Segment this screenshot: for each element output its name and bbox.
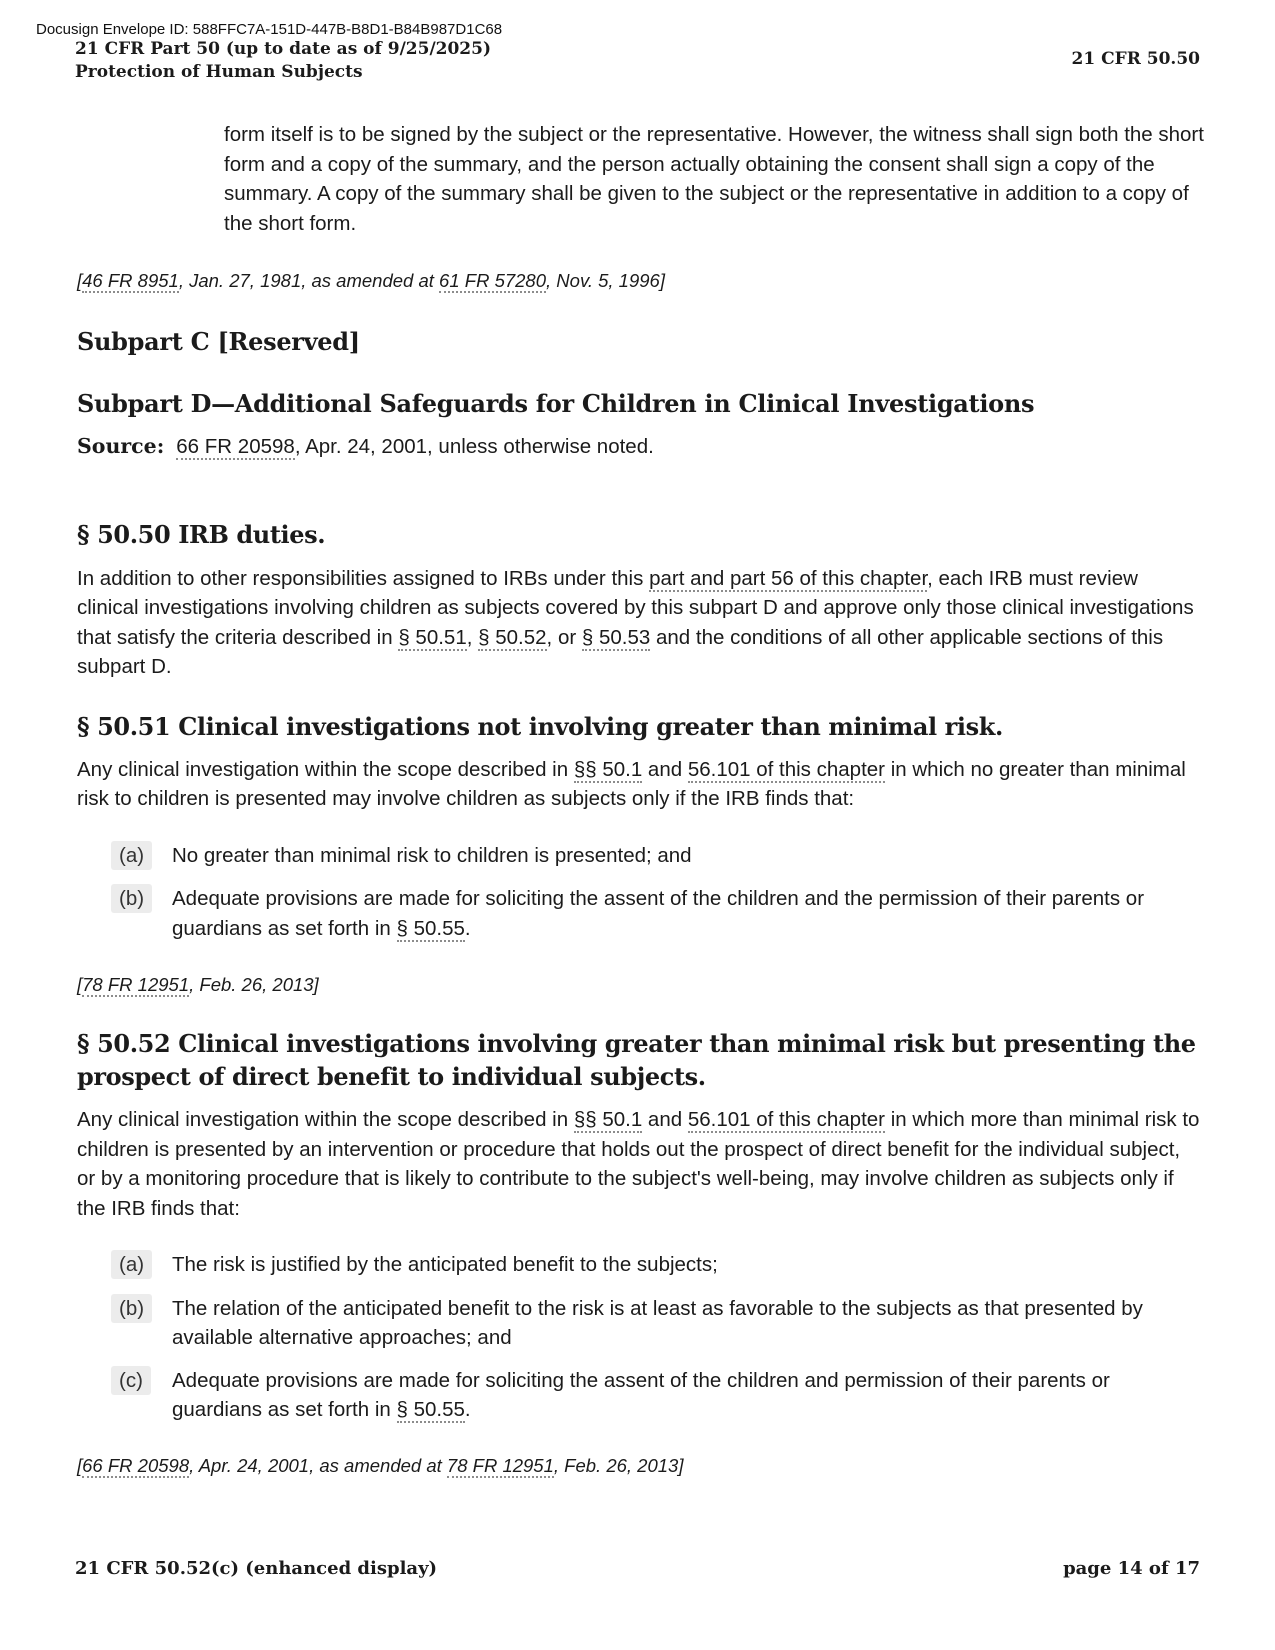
citation-open: [ — [77, 974, 83, 995]
paragraph-text: Any clinical investigation within the scope described in — [77, 757, 574, 781]
list-marker[interactable]: (a) — [111, 1250, 152, 1279]
citation-text: , Feb. 26, 2013] — [189, 974, 319, 995]
link-66-fr-20598[interactable]: 66 FR 20598 — [176, 435, 295, 458]
paragraph-text: Any clinical investigation within the scope described in — [77, 1108, 574, 1131]
paragraph-text: and — [642, 1108, 688, 1131]
link-56-101[interactable]: 56.101 of this chapter — [687, 757, 886, 781]
list-marker[interactable]: (b) — [111, 1294, 152, 1323]
link-78-fr-12951[interactable]: 78 FR 12951 — [446, 1454, 554, 1476]
link-78-fr-12951[interactable]: 78 FR 12951 — [82, 974, 190, 995]
list-item — [77, 1366, 1202, 1425]
link-61-fr-57280[interactable]: 61 FR 57280 — [439, 270, 547, 291]
list-item — [77, 884, 1202, 943]
link-50-52[interactable]: § 50.52 — [478, 625, 547, 649]
section-50-51-paragraph — [77, 755, 1202, 814]
list-item-text: The risk is justified by the anticipated benefit to the subjects; — [172, 1253, 718, 1276]
link-50-51[interactable]: § 50.51 — [398, 625, 467, 649]
source-label: Source: — [77, 434, 165, 458]
section-50-50-paragraph — [77, 564, 1202, 682]
list-item-text: Adequate provisions are made for soliciting the assent of the children and permission of their parents or guardians as set forth in — [172, 1368, 1110, 1421]
paragraph-text: in which no greater than minimal risk to children is presented may involve children as subjects only if the IRB finds that: — [77, 757, 1186, 810]
link-50-55[interactable]: § 50.55 — [396, 916, 465, 940]
link-50-53[interactable]: § 50.53 — [581, 625, 651, 649]
paragraph-text: In addition to other responsibilities assigned to IRBs under this — [77, 566, 650, 590]
citation-open: [ — [77, 1454, 83, 1476]
paragraph-text: in which more than minimal risk to children is presented by an intervention or procedure that holds out the prospect of direct benefit for the individual subject, or by a monitoring procedure that is likely to contribute to the subject's well-being, may involve children as subjects only if the IRB finds that: — [77, 1108, 1200, 1220]
link-56-101[interactable]: 56.101 of this chapter — [687, 1108, 886, 1131]
citation-text: , Jan. 27, 1981, as amended at — [178, 270, 440, 291]
list-marker[interactable]: (c) — [111, 1366, 151, 1395]
citation-text: , Feb. 26, 2013] — [553, 1454, 684, 1476]
subpart-c-heading: Subpart C [Reserved] — [77, 327, 360, 356]
list-item-text: . — [464, 1398, 471, 1421]
citation-text: , Nov. 5, 1996] — [546, 270, 665, 291]
citation-amendment — [77, 268, 1202, 294]
section-50-52-heading: § 50.52 Clinical investigations involving greater than minimal risk but presenting the prospect of direct benefit to individual subjects. — [77, 1029, 1196, 1091]
section-50-52-paragraph — [77, 1105, 1202, 1223]
continued-paragraph: form itself is to be signed by the subject or the representative. However, the witness shall sign both the short form and a copy of the summary, and the person actually obtaining the consent shall sign a copy of the summary. A copy of the summary shall be given to the subject or the representative in addition to a copy of the short form. — [224, 123, 1204, 235]
citation-50-52 — [77, 1453, 1202, 1479]
header-title-line1: 21 CFR Part 50 (up to date as of 9/25/2025) — [75, 39, 492, 59]
list-marker[interactable]: (b) — [111, 884, 152, 913]
paragraph-text: , each IRB must review clinical investigations involving children as subjects covered by this subpart D and approve only those clinical investigations that satisfy the criteria described in — [77, 566, 1194, 649]
list-item — [77, 1250, 1202, 1280]
paragraph-text: , — [466, 625, 479, 649]
list-marker[interactable]: (a) — [111, 841, 152, 870]
page-header-title — [75, 38, 491, 84]
list-item-text: The relation of the anticipated benefit to the risk is at least as favorable to the subjects as that presented by available alternative approaches; and — [172, 1296, 1143, 1349]
header-section-number: 21 CFR 50.50 — [1071, 49, 1200, 69]
list-item — [77, 1294, 1202, 1353]
citation-50-51 — [77, 972, 1202, 998]
link-50-55[interactable]: § 50.55 — [396, 1398, 465, 1421]
link-part-56[interactable]: part and part 56 of this chapter — [649, 566, 928, 590]
paragraph-text: , or — [546, 625, 582, 649]
paragraph-text: and the conditions of all other applicable sections of this subpart D. — [77, 625, 1164, 678]
list-item — [77, 841, 1202, 871]
subpart-d-heading: Subpart D—Additional Safeguards for Children in Clinical Investigations — [77, 389, 1035, 418]
citation-open: [ — [77, 270, 83, 291]
link-66-fr-20598[interactable]: 66 FR 20598 — [82, 1454, 190, 1476]
list-item-text: No greater than minimal risk to children is presented; and — [172, 843, 692, 867]
paragraph-text: and — [642, 757, 688, 781]
section-50-51-heading: § 50.51 Clinical investigations not involving greater than minimal risk. — [77, 711, 1003, 741]
header-title-line2: Protection of Human Subjects — [75, 62, 363, 82]
list-item-text: Adequate provisions are made for soliciting the assent of the children and the permission of their parents or guardians as set forth in — [172, 887, 1145, 940]
docusign-envelope-id: Docusign Envelope ID: 588FFC7A-151D-447B-B8D1-B84B987D1C68 — [36, 21, 503, 38]
link-50-1[interactable]: §§ 50.1 — [573, 1108, 643, 1131]
page-number: page 14 of 17 — [1063, 1558, 1200, 1579]
section-50-50-heading: § 50.50 IRB duties. — [77, 519, 326, 549]
document-body — [77, 120, 1202, 1479]
source-line — [77, 432, 1202, 462]
list-item-text: . — [464, 916, 471, 940]
link-46-fr-8951[interactable]: 46 FR 8951 — [82, 270, 179, 291]
source-text: , Apr. 24, 2001, unless otherwise noted. — [294, 435, 654, 458]
link-50-1[interactable]: §§ 50.1 — [573, 757, 643, 781]
citation-text: , Apr. 24, 2001, as amended at — [189, 1454, 447, 1476]
footer-display-label: 21 CFR 50.52(c) (enhanced display) — [75, 1558, 438, 1579]
